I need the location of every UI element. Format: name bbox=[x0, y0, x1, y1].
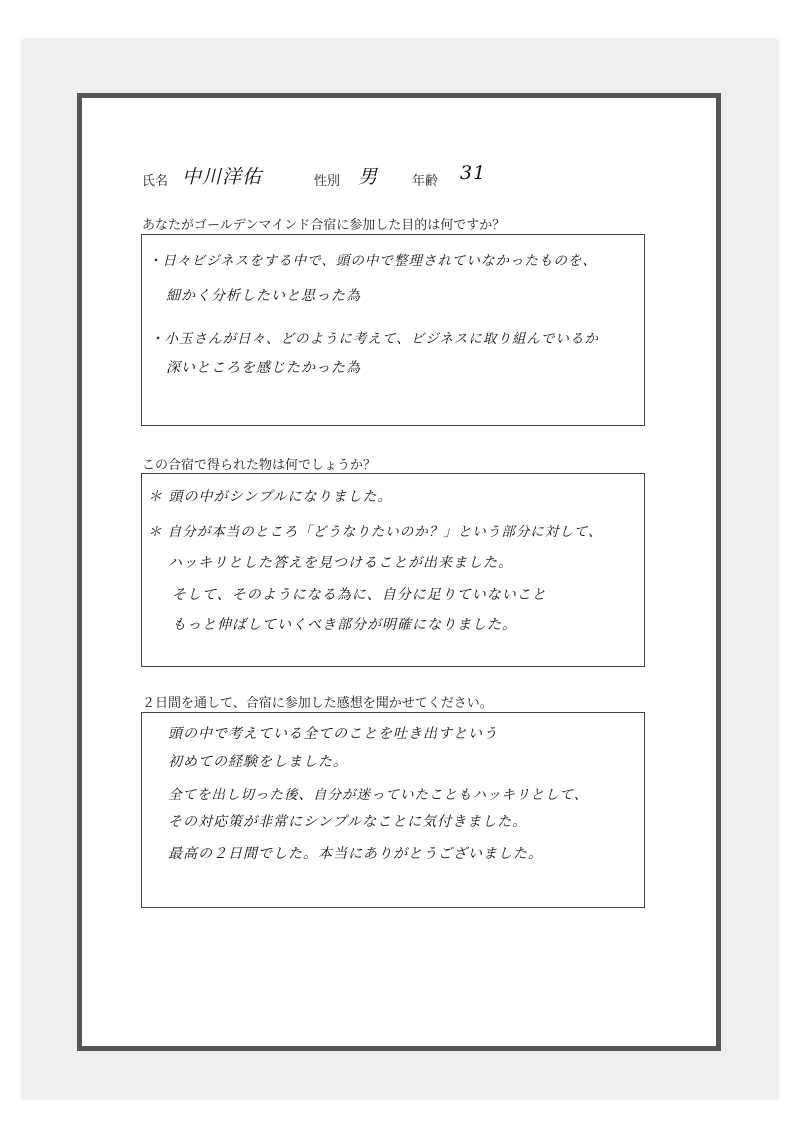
answer-box-1 bbox=[141, 234, 645, 426]
answer-3-line-4: その対応策が非常にシンプルなことに気付きました。 bbox=[168, 814, 528, 830]
gender-value: 男 bbox=[358, 166, 379, 188]
answer-1-line-4: 深いところを感じたかった為 bbox=[166, 360, 361, 376]
answer-1-line-1: ・日々ビジネスをする中で、頭の中で整理されていなかったものを、 bbox=[148, 253, 597, 269]
age-value: 31 bbox=[460, 162, 487, 184]
answer-3-line-3: 全てを出し切った後、自分が迷っていたこともハッキリとして、 bbox=[168, 787, 589, 803]
answer-2-line-5: もっと伸ばしていくべき部分が明確になりました。 bbox=[172, 617, 517, 633]
answer-2-line-1: ＊ 頭の中がシンプルになりました。 bbox=[148, 489, 393, 505]
answer-3-line-2: 初めての経験をしました。 bbox=[168, 754, 348, 770]
question-2: この合宿で得られた物は何でしょうか？ bbox=[142, 458, 377, 473]
gender-label: 性別 bbox=[314, 174, 341, 189]
answer-1-line-3: ・小玉さんが日々、どのように考えて、ビジネスに取り組んでいるか bbox=[150, 331, 599, 347]
name-value: 中川洋佑 bbox=[182, 166, 263, 188]
answer-box-3 bbox=[141, 712, 645, 908]
answer-2-line-3: ハッキリとした答えを見つけることが出来ました。 bbox=[168, 555, 513, 571]
answer-3-line-5: 最高の２日間でした。本当にありがとうございました。 bbox=[168, 846, 543, 862]
question-3: ２日間を通して、合宿に参加した感想を聞かせてください。 bbox=[142, 696, 493, 711]
respondent-info bbox=[142, 160, 662, 192]
question-1: あなたがゴールデンマインド合宿に参加した目的は何ですか？ bbox=[142, 218, 506, 233]
answer-1-line-2: 細かく分析したいと思った為 bbox=[166, 288, 361, 304]
answer-3-line-1: 頭の中で考えている全てのことを吐き出すという bbox=[168, 726, 498, 742]
name-label: 氏名 bbox=[142, 174, 169, 189]
answer-2-line-4: そして、そのようになる為に、自分に足りていないこと bbox=[172, 587, 547, 603]
age-label: 年齢 bbox=[412, 174, 439, 189]
answer-box-2 bbox=[141, 473, 645, 667]
answer-2-line-2: ＊ 自分が本当のところ「どうなりたいのか？」という部分に対して、 bbox=[148, 524, 603, 540]
